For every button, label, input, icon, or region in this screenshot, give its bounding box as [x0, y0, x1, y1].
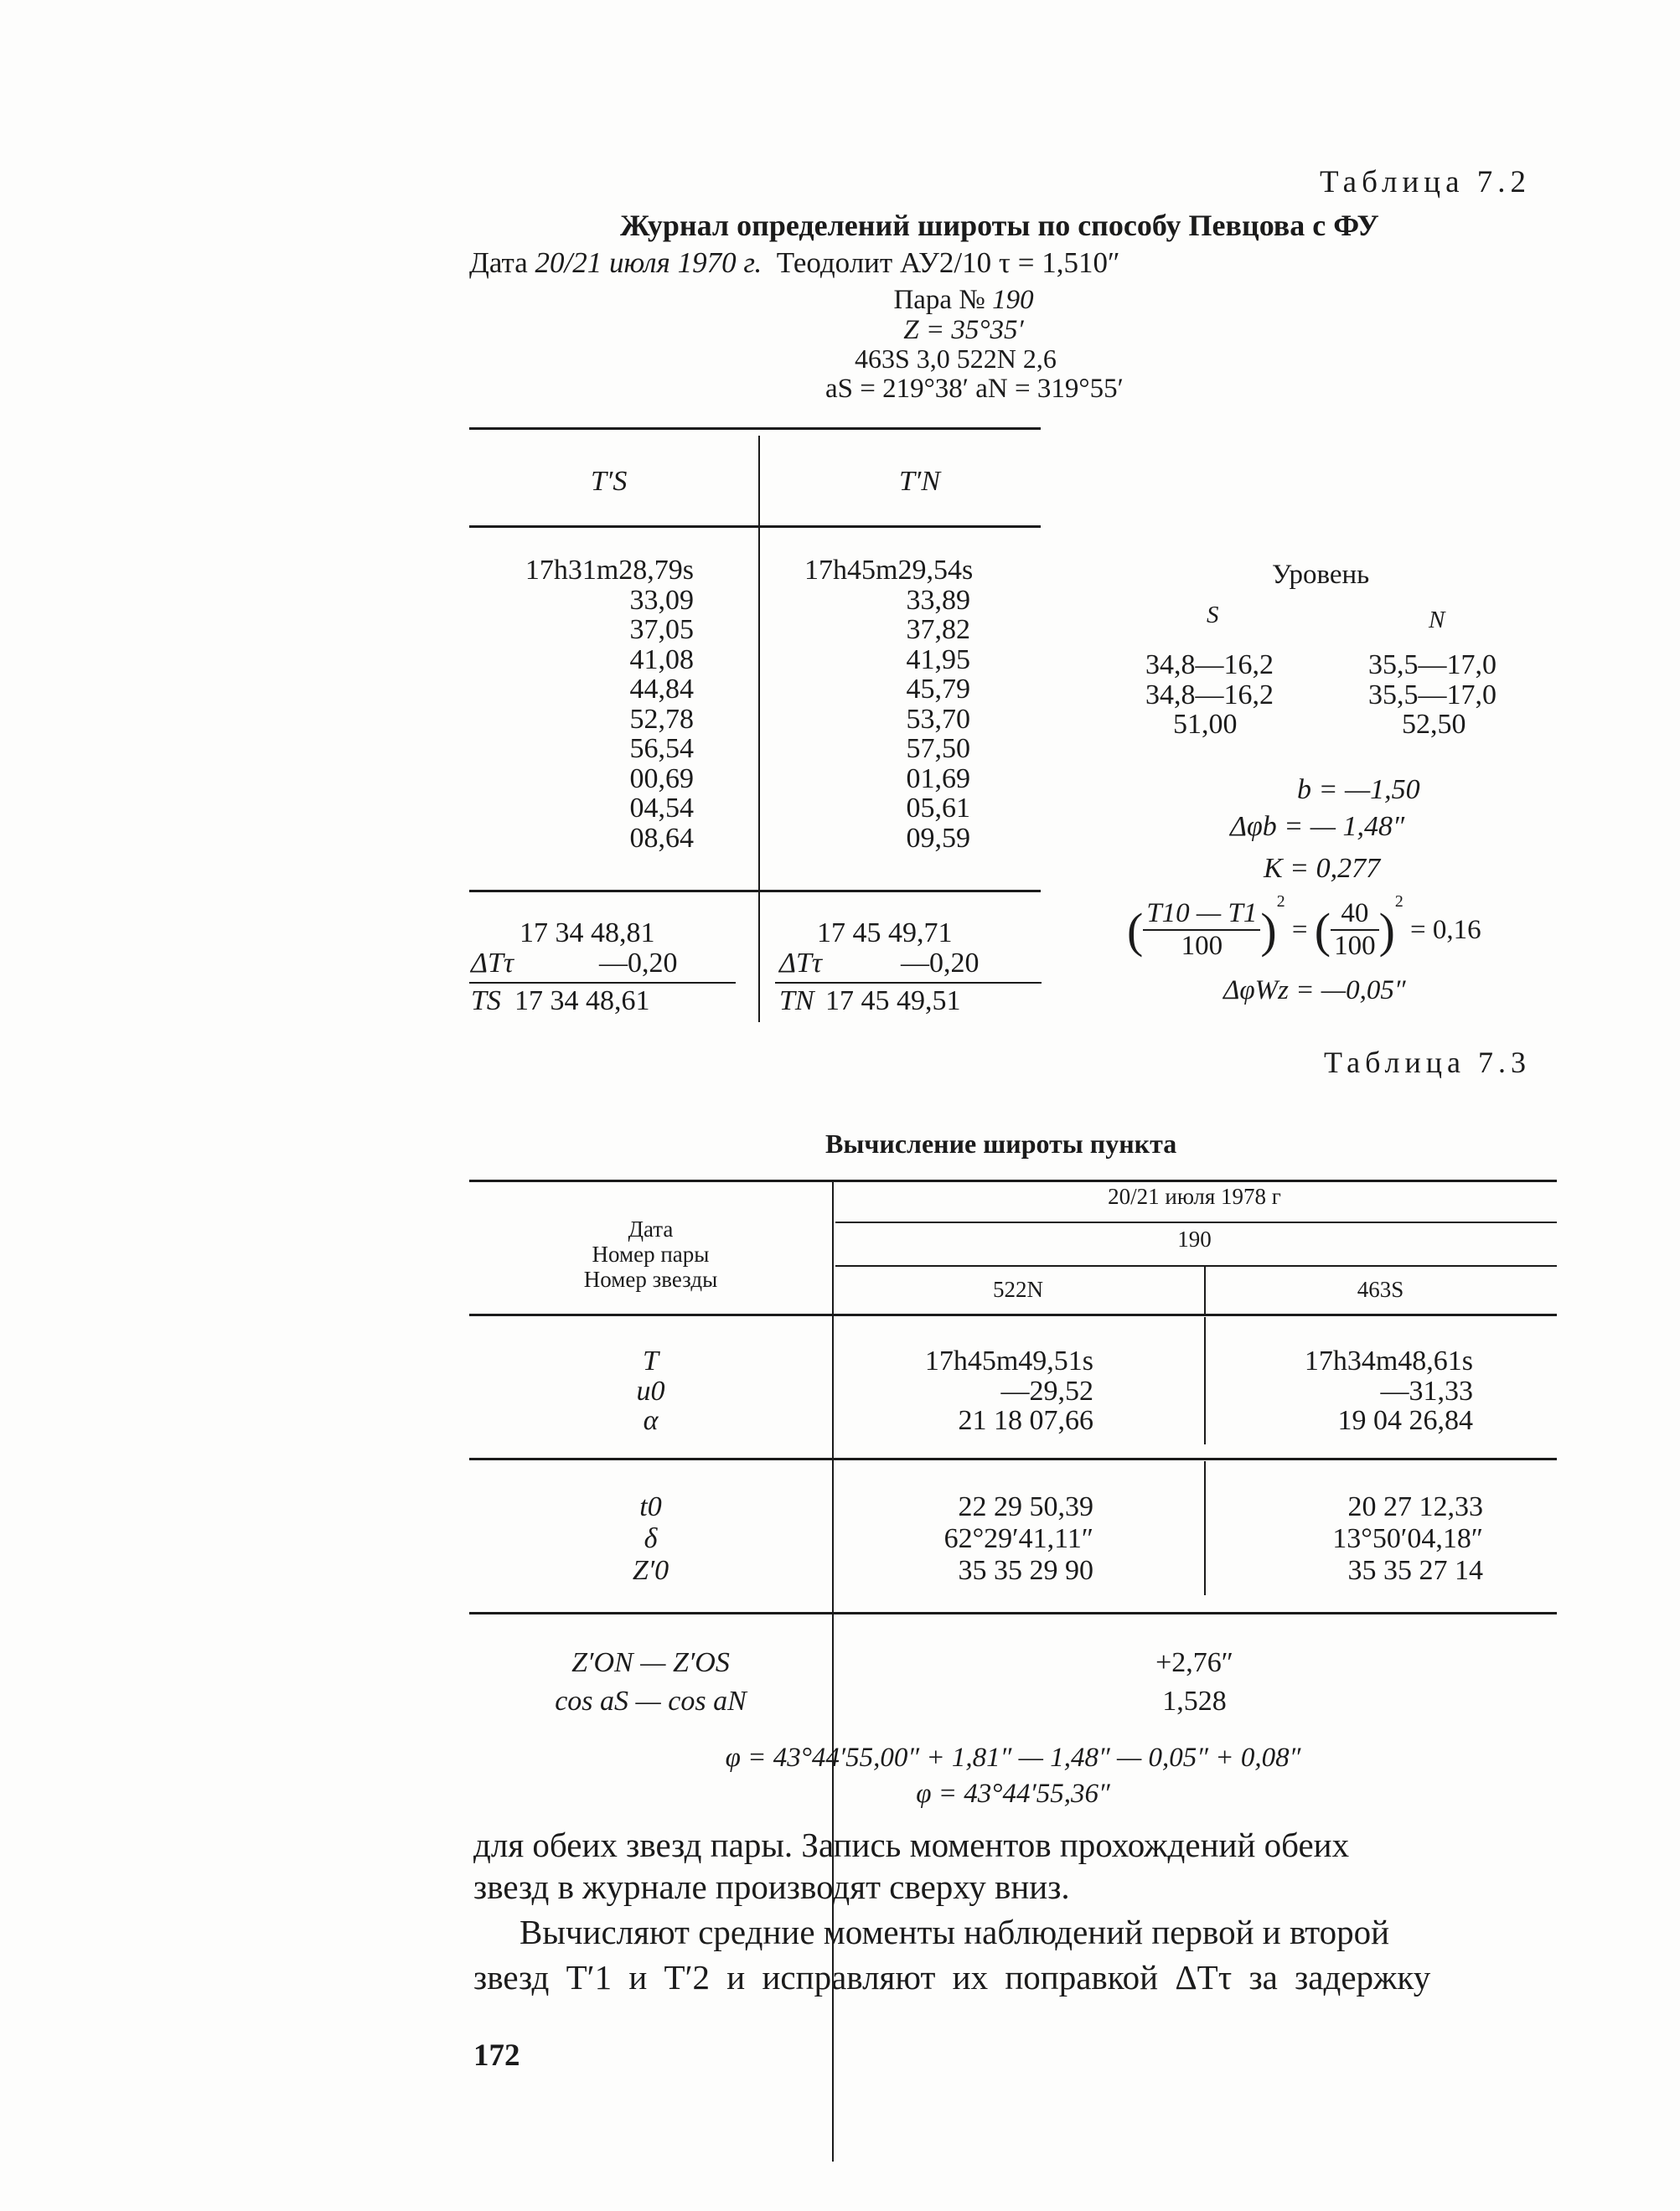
frac2-denominator: 100: [1334, 931, 1376, 962]
level-s-label: S: [1207, 602, 1219, 628]
s-final-value: 17 34 48,61: [514, 985, 650, 1016]
value-cell: —31,33: [1380, 1375, 1473, 1407]
theodolite: Теодолит АУ2/10 τ = 1,510″: [776, 246, 1120, 279]
level-value: 34,8—16,2: [1145, 649, 1274, 680]
header-rule-2: [835, 1265, 1557, 1267]
value-cell: 62°29′41,11″: [943, 1523, 1093, 1554]
n-value: 33,89: [906, 584, 970, 616]
table-7-2-divider: [758, 436, 760, 1022]
value-cell: —29,52: [1000, 1375, 1093, 1407]
level-value: 52,50: [1402, 709, 1466, 740]
table-7-3-header-rule: [469, 1314, 1557, 1316]
body-line-3: Вычисляют средние моменты наблюдений первой и второй: [520, 1913, 1390, 1951]
n-value: 05,61: [906, 793, 970, 824]
zenith-line: Z = 35°35′: [903, 315, 1024, 345]
table-7-2-top-rule: [469, 427, 1041, 430]
level-value: 34,8—16,2: [1145, 679, 1274, 710]
s-values-column: [503, 555, 694, 853]
header-star1: 522N: [993, 1277, 1043, 1302]
label-delta: δ: [644, 1523, 658, 1554]
n-sum-rule: [775, 982, 1042, 984]
pair-value: 190: [992, 285, 1034, 315]
body-line-4: звезд T′1 и T′2 и исправляют их поправкой ΔTτ за задержку: [473, 1958, 1431, 1997]
pair-prefix: Пара №: [893, 285, 985, 315]
s-sum-rule: [469, 982, 736, 984]
frac-result: = 0,16: [1410, 914, 1481, 945]
group1-col2: [1207, 1346, 1473, 1436]
value-cell: +2,76″: [1155, 1647, 1233, 1678]
col-s-header: T′S: [591, 466, 628, 497]
azimuths-line: aS = 219°38′ aN = 319°55′: [825, 374, 1124, 404]
group1-divider: [1204, 1317, 1206, 1444]
label-T: T: [643, 1346, 659, 1377]
value-cell: 35 35 27 14: [1347, 1555, 1483, 1586]
s-value: 08,64: [629, 822, 694, 854]
group1-col1: [838, 1346, 1093, 1436]
group1-rule: [469, 1458, 1557, 1460]
n-value: 01,69: [906, 762, 970, 794]
frac-numerator: T10 — T1: [1143, 898, 1260, 931]
group2-col1: [838, 1491, 1093, 1587]
table-7-2-label: Таблица 7.2: [1320, 165, 1531, 199]
n-final-label: TN: [779, 985, 814, 1016]
value-cell: 21 18 07,66: [958, 1405, 1093, 1436]
n-mean: 17 45 49,71: [817, 917, 953, 948]
value-cell: 22 29 50,39: [958, 1491, 1093, 1522]
n-value: 45,79: [906, 674, 970, 705]
s-value: 04,54: [629, 793, 694, 824]
s-value: 41,08: [629, 643, 694, 675]
date-line: [469, 246, 1120, 280]
col-n-header: T′N: [899, 466, 941, 497]
value-cell: 17h45m49,51s: [924, 1346, 1093, 1377]
label-cos-diff: cos aS — cos aN: [555, 1686, 747, 1717]
level-value: 51,00: [1173, 709, 1238, 740]
level-s-values: [1145, 650, 1274, 740]
n-dt-label: ΔTτ: [779, 948, 823, 979]
s-value: 33,09: [629, 584, 694, 616]
n-values-column: [804, 555, 974, 854]
row-header-labels: [469, 1217, 832, 1292]
fraction-formula: ( $\frac{T10 — T1}{100}$ )$^2$ = ( $\frac{40}{100}$ )$^2$ = 0,16: [1127, 892, 1481, 962]
level-n-values: [1368, 650, 1496, 740]
header-date: 20/21 июля 1978 г: [1108, 1184, 1281, 1209]
value-cell: 19 04 26,84: [1337, 1405, 1473, 1436]
row-header-star: Номер звезды: [583, 1267, 718, 1292]
dphi-b-line: Δφb = — 1,48″: [1230, 811, 1405, 842]
table-7-2-summary-rule: [469, 890, 1041, 892]
frac-denominator: 100: [1181, 931, 1223, 962]
header-star2: 463S: [1357, 1277, 1404, 1302]
group2-col2: [1207, 1491, 1483, 1587]
n-value: 57,50: [906, 733, 970, 764]
pair-line: [855, 285, 1073, 316]
n-final-value: 17 45 49,51: [825, 985, 961, 1016]
label-z0: Z′0: [632, 1555, 669, 1586]
value-cell: 13°50′04,18″: [1332, 1523, 1483, 1554]
frac2-numerator: 40: [1331, 898, 1379, 931]
value-cell: 1,528: [1162, 1686, 1227, 1717]
k-line: K = 0,277: [1264, 853, 1381, 884]
s-dt-label: ΔTτ: [471, 948, 514, 979]
s-final-label: TS: [471, 985, 501, 1016]
body-line-2: звезд в журнале производят сверху вниз.: [473, 1867, 1070, 1906]
header-rule-1: [835, 1222, 1557, 1223]
n-dt-value: —0,20: [901, 948, 980, 979]
table-7-2-header-rule: [469, 525, 1041, 528]
n-value: 37,82: [906, 614, 970, 645]
latitude-formula: φ = 43°44′55,00″ + 1,81″ — 1,48″ — 0,05″ + 0,08″: [725, 1743, 1301, 1773]
group2-rule: [469, 1612, 1557, 1614]
n-value: 41,95: [906, 643, 970, 675]
s-value: 37,05: [629, 614, 694, 645]
table-7-2-title: Журнал определений широты по способу Певцова с ФУ: [620, 209, 1379, 242]
stars-line: 463S 3,0 522N 2,6: [855, 344, 1057, 374]
n-value: 53,70: [906, 703, 970, 735]
table-7-3-top-rule: [469, 1180, 1557, 1182]
date-value: 20/21 июля 1970 г.: [535, 246, 762, 279]
group3-labels: [469, 1644, 832, 1721]
s-value: 44,84: [629, 674, 694, 705]
level-title: Уровень: [1272, 560, 1370, 590]
body-line-1: для обеих звезд пары. Запись моментов прохождений обеих: [473, 1826, 1350, 1864]
header-pair: 190: [1177, 1227, 1212, 1252]
level-value: 35,5—17,0: [1368, 679, 1496, 710]
value-cell: 20 27 12,33: [1347, 1491, 1483, 1522]
n-value: 09,59: [906, 822, 970, 854]
s-value: 52,78: [629, 703, 694, 735]
s-value: 56,54: [629, 733, 694, 764]
group2-labels: [469, 1491, 832, 1587]
table-7-3-title: Вычисление широты пункта: [825, 1129, 1177, 1159]
label-t0: t0: [639, 1491, 662, 1522]
page-number: 172: [473, 2038, 520, 2073]
s-dt-value: —0,20: [599, 948, 678, 979]
label-zon-zos: Z′ON — Z′OS: [571, 1647, 730, 1678]
table-7-3-label: Таблица 7.3: [1324, 1046, 1531, 1079]
date-prefix: Дата: [469, 246, 528, 279]
group3-values: [832, 1644, 1557, 1721]
s-mean: 17 34 48,81: [520, 917, 655, 948]
label-u0: u0: [636, 1375, 665, 1407]
dphi-w-line: ΔφWz = —0,05″: [1223, 975, 1406, 1005]
row-header-pair: Номер пары: [592, 1242, 710, 1267]
latitude-result: φ = 43°44′55,36″: [916, 1779, 1110, 1809]
n-value: 17h45m29,54s: [804, 555, 974, 586]
label-alpha: α: [643, 1405, 659, 1436]
value-cell: 35 35 29 90: [958, 1555, 1093, 1586]
level-value: 35,5—17,0: [1368, 649, 1496, 680]
level-n-label: N: [1429, 607, 1445, 633]
s-value: 00,69: [629, 762, 694, 794]
b-line: b = —1,50: [1297, 774, 1420, 805]
row-header-date: Дата: [628, 1217, 674, 1242]
group1-labels: [469, 1346, 832, 1436]
s-value: 17h31m28,79s: [525, 555, 694, 586]
group2-divider: [1204, 1461, 1206, 1595]
value-cell: 17h34m48,61s: [1304, 1346, 1473, 1377]
